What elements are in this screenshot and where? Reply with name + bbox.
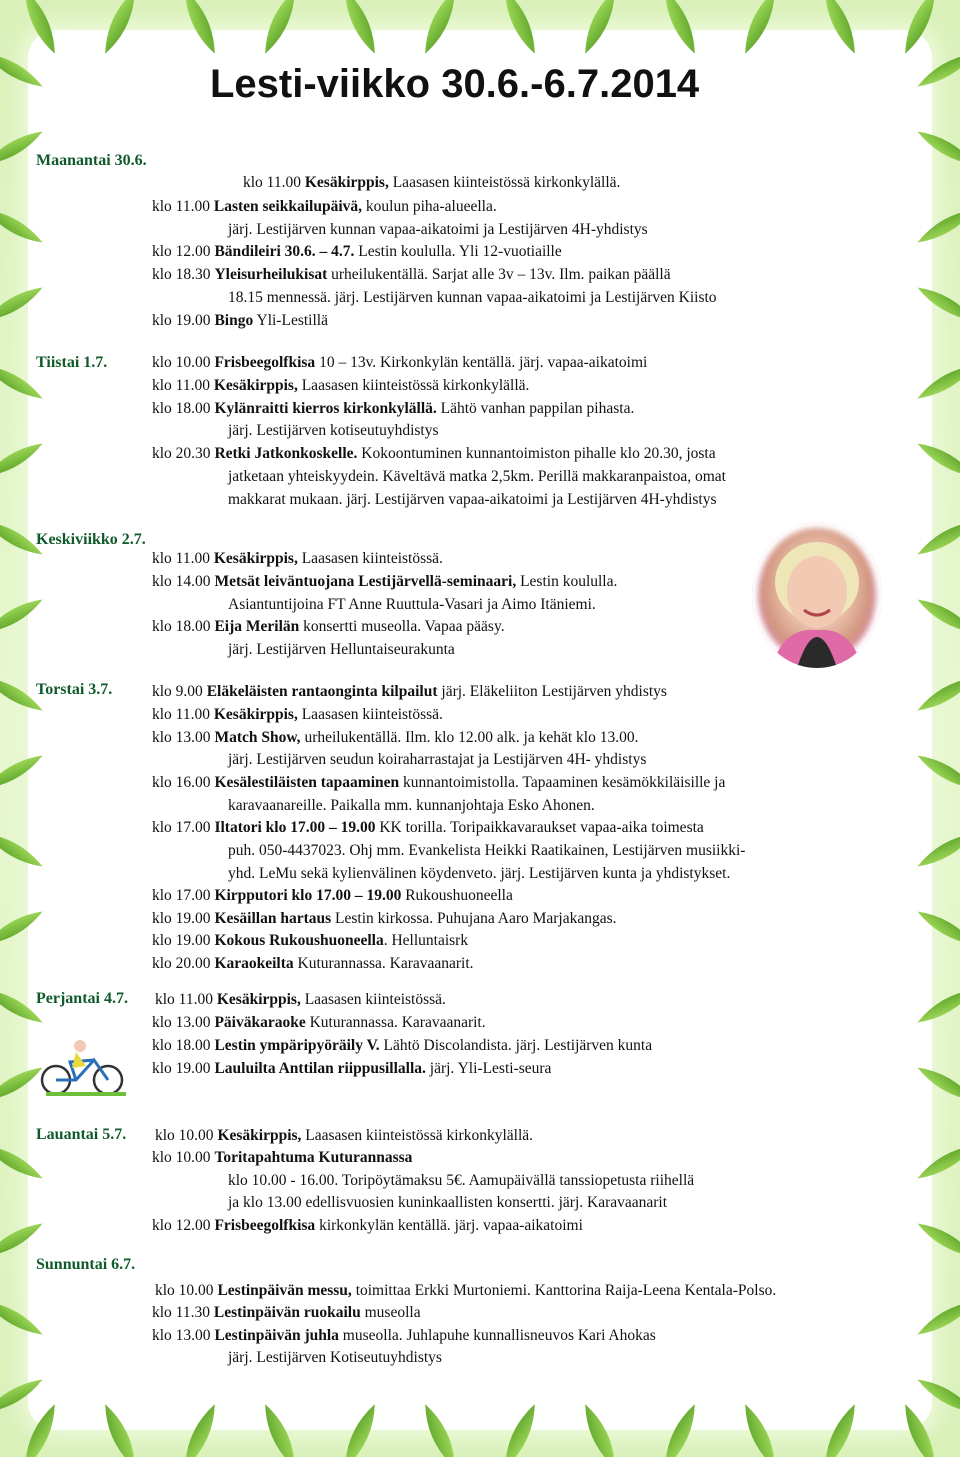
event-details: kunnantoimistolla. Tapaaminen kesämökkiläisille ja (399, 774, 726, 791)
leaf-shape (578, 1401, 621, 1457)
event-line-fri-4 (152, 1059, 551, 1079)
event-text: klo 9.00 (152, 683, 207, 700)
event-line-tue-4 (228, 421, 439, 441)
event-text: klo 20.30 (152, 445, 215, 462)
leaf-shape (178, 1401, 221, 1457)
leaf-shape (98, 1401, 141, 1457)
event-name: Lasten seikkailupäivä, (213, 198, 363, 215)
event-details: KK torilla. Toripaikkavaraukset vapaa-aika toimesta (375, 819, 704, 836)
leaf-shape (0, 438, 46, 482)
event-text: klo 13.00 (152, 729, 215, 746)
event-details: Yli-Lestillä (253, 312, 328, 329)
event-text: 18.15 mennessä. järj. Lestijärven kunnan vapaa-aikatoimi ja Lestijärven Kiisto (228, 289, 717, 306)
event-details: Rukoushuoneella (401, 887, 513, 904)
event-details: urheilukentällä. Sarjat alle 3v – 13v. Ilm. paikan päällä (327, 266, 671, 283)
leaf-shape (914, 126, 960, 170)
event-line-fri-2 (152, 1013, 486, 1033)
leaf-shape (914, 360, 960, 404)
event-line-tue-3 (152, 399, 634, 419)
event-text: klo 10.00 - 16.00. Toripöytämaksu 5€. Aamupäivällä tanssiopetusta riihellä (228, 1172, 695, 1189)
event-text: klo 12.00 (152, 1217, 215, 1234)
event-name: Frisbeegolfkisa (214, 354, 316, 371)
event-name: Yleisurheilukisat (214, 266, 328, 283)
event-line-fri-1 (155, 990, 446, 1010)
event-text: klo 11.00 (152, 706, 214, 723)
leaf-shape (914, 1140, 960, 1184)
event-name: Päiväkaraoke (214, 1014, 306, 1031)
event-line-sat-3 (228, 1171, 694, 1191)
event-text: klo 10.00 (155, 1282, 218, 1299)
event-line-mon-6 (228, 288, 717, 308)
event-name: Kokous Rukoushuoneella (214, 932, 384, 949)
event-line-sat-1 (155, 1126, 533, 1146)
event-details: Laasasen kiinteistössä kirkonkylällä. (388, 174, 621, 191)
event-name: Metsät leiväntuojana Lestijärvellä-seminaari, (214, 573, 517, 590)
event-line-thu-5 (152, 773, 725, 793)
leaf-shape (818, 0, 861, 57)
event-text: klo 20.00 (152, 955, 215, 972)
event-details: museolla (360, 1304, 421, 1321)
event-details: toimittaa Erkki Murtoniemi. Kanttorina Raija-Leena Kentala-Polso. (351, 1282, 777, 1299)
leaf-shape (18, 0, 61, 57)
leaf-shape (914, 672, 960, 716)
leaf-shape (0, 906, 46, 950)
event-line-wed-1 (152, 549, 443, 569)
event-text: järj. Lestijärven Kotiseutuyhdistys (228, 1349, 442, 1366)
event-name: Kesäkirppis, (304, 174, 389, 191)
event-text: klo 10.00 (152, 1149, 215, 1166)
event-line-mon-2 (152, 197, 497, 217)
event-line-wed-2 (152, 572, 617, 592)
leaf-shape (914, 282, 960, 326)
event-line-thu-12 (152, 931, 468, 951)
event-details: Laasasen kiinteistössä. (300, 991, 446, 1008)
leaf-shape (338, 1401, 381, 1457)
event-line-sat-2 (152, 1148, 412, 1168)
event-details: Lestin kirkossa. Puhujana Aaro Marjakangas. (331, 910, 617, 927)
event-text: ja klo 13.00 edellisvuosien kuninkaallisten konsertti. järj. Karavaanarit (228, 1194, 668, 1211)
leaf-shape (0, 594, 46, 638)
event-line-tue-6 (228, 467, 726, 487)
day-label-wednesday: Keskiviikko 2.7. (36, 531, 146, 548)
event-text: klo 13.00 (152, 1014, 215, 1031)
event-name: Kesälestiläisten tapaaminen (214, 774, 400, 791)
event-line-thu-13 (152, 954, 474, 974)
event-text: järj. Lestijärven kunnan vapaa-aikatoimi ja Lestijärven 4H-yhdistys (228, 221, 648, 238)
event-text: järj. Lestijärven kotiseutuyhdistys (228, 422, 439, 439)
leaf-shape (914, 1062, 960, 1106)
event-line-thu-10 (152, 886, 513, 906)
event-text: makkarat mukaan. järj. Lestijärven vapaa-aikatoimi ja Lestijärven 4H-yhdistys (228, 491, 717, 508)
event-name: Match Show, (214, 729, 301, 746)
leaf-shape (914, 750, 960, 794)
event-name: Frisbeegolfkisa (214, 1217, 316, 1234)
event-name: Kylänraitti kierros kirkonkylällä. (214, 400, 437, 417)
event-text: puh. 050-4437023. Ohj mm. Evankelista Heikki Raatikainen, Lestijärven musiikki- (228, 842, 746, 859)
event-name: Karaokeilta (214, 955, 294, 972)
event-details: Lähtö Discolandista. järj. Lestijärven kunta (379, 1037, 653, 1054)
leaf-shape (898, 1401, 941, 1457)
leaf-shape (658, 0, 701, 57)
leaf-shape (18, 1401, 61, 1457)
event-text: klo 11.00 (152, 550, 214, 567)
event-text: järj. Lestijärven seudun koiraharrastajat ja Lestijärven 4H- yhdistys (228, 751, 647, 768)
event-line-tue-1 (152, 353, 647, 373)
leaf-shape (418, 1401, 461, 1457)
leaf-shape (738, 0, 781, 57)
event-line-tue-2 (152, 376, 529, 396)
event-text: klo 10.00 (152, 354, 215, 371)
event-text: klo 11.00 (152, 198, 214, 215)
event-details: Laasasen kiinteistössä kirkonkylällä. (297, 377, 530, 394)
event-details: urheilukentällä. Ilm. klo 12.00 alk. ja kehät klo 13.00. (300, 729, 639, 746)
day-label-saturday: Lauantai 5.7. (36, 1126, 127, 1143)
leaf-shape (498, 0, 541, 57)
event-text: jatketaan yhteiskyydein. Käveltävä matka 2,5km. Perillä makkaranpaistoa, omat (228, 468, 726, 485)
event-name: Lauluilta Anttilan riippusillalla. (214, 1060, 426, 1077)
leaf-shape (0, 204, 46, 248)
event-line-thu-2 (152, 705, 443, 725)
event-text: klo 18.00 (152, 1037, 215, 1054)
page-title: Lesti-viikko 30.6.-6.7.2014 (210, 62, 700, 106)
leaf-shape (914, 48, 960, 92)
event-text: klo 17.00 (152, 819, 215, 836)
event-details: . Helluntaisrk (383, 932, 469, 949)
event-name: Lestinpäivän ruokailu (213, 1304, 361, 1321)
event-name: Retki Jatkonkoskelle. (214, 445, 358, 462)
event-text: klo 17.00 (152, 887, 215, 904)
event-line-thu-4 (228, 750, 646, 770)
day-label-monday: Maanantai 30.6. (36, 152, 147, 169)
event-name: Lestinpäivän juhla (214, 1327, 339, 1344)
event-line-fri-3 (152, 1036, 652, 1056)
event-details: museolla. Juhlapuhe kunnallisneuvos Kari Ahokas (338, 1327, 656, 1344)
day-label-thursday: Torstai 3.7. (36, 681, 113, 698)
leaf-shape (0, 750, 46, 794)
leaf-shape (818, 1401, 861, 1457)
event-line-tue-5 (152, 444, 716, 464)
event-text: klo 12.00 (152, 243, 215, 260)
day-label-sunday: Sunnuntai 6.7. (36, 1256, 136, 1273)
event-name: Lestin ympäripyöräily V. (214, 1037, 380, 1054)
cyclist-icon (36, 1036, 132, 1098)
leaf-shape (658, 1401, 701, 1457)
event-details: järj. Yli-Lesti-seura (425, 1060, 552, 1077)
leaf-shape (498, 1401, 541, 1457)
leaf-shape (914, 594, 960, 638)
leaf-shape (418, 0, 461, 57)
event-text: klo 19.00 (152, 910, 215, 927)
event-name: Kesäkirppis, (213, 550, 298, 567)
leaf-shape (0, 1296, 46, 1340)
event-line-mon-4 (152, 242, 562, 262)
event-name: Kesäkirppis, (216, 991, 301, 1008)
event-line-mon-3 (228, 220, 648, 240)
event-details: Laasasen kiinteistössä. (297, 706, 443, 723)
event-name: Kesäkirppis, (217, 1127, 302, 1144)
event-text: klo 19.00 (152, 932, 215, 949)
event-line-tue-7 (228, 490, 717, 510)
event-text: klo 11.00 (155, 991, 217, 1008)
leaf-shape (914, 1296, 960, 1340)
event-name: Bingo (214, 312, 254, 329)
event-line-sun-4 (228, 1348, 442, 1368)
event-name: Eija Merilän (214, 618, 300, 635)
event-details: Kokoontuminen kunnantoimiston pihalle klo 20.30, josta (357, 445, 716, 462)
leaf-shape (338, 0, 381, 57)
event-name: Kesäillan hartaus (214, 910, 332, 927)
event-line-thu-9 (228, 864, 730, 884)
leaf-shape (0, 1374, 46, 1418)
leaf-shape (914, 1374, 960, 1418)
event-details: konsertti museolla. Vapaa pääsy. (299, 618, 505, 635)
leaf-shape (914, 906, 960, 950)
event-text: klo 11.00 (152, 377, 214, 394)
event-details: Laasasen kiinteistössä. (297, 550, 443, 567)
leaf-shape (98, 0, 141, 57)
event-details: koulun piha-alueella. (362, 198, 497, 215)
event-details: järj. Eläkeliiton Lestijärven yhdistys (437, 683, 667, 700)
leaf-shape (914, 204, 960, 248)
event-name: Iltatori klo 17.00 – 19.00 (214, 819, 376, 836)
event-details: Lestin koululla. Yli 12-vuotiaille (354, 243, 562, 260)
event-text: yhd. LeMu sekä kylienvälinen köydenveto. järj. Lestijärven kunta ja yhdistykset. (228, 865, 731, 882)
event-text: klo 10.00 (155, 1127, 218, 1144)
event-text: klo 16.00 (152, 774, 215, 791)
leaf-shape (914, 438, 960, 482)
leaf-shape (258, 1401, 301, 1457)
event-line-mon-1 (243, 173, 620, 193)
event-line-wed-4 (152, 617, 505, 637)
event-details: Laasasen kiinteistössä kirkonkylällä. (301, 1127, 534, 1144)
event-text: karavaanareille. Paikalla mm. kunnanjohtaja Esko Ahonen. (228, 797, 595, 814)
event-text: klo 11.30 (152, 1304, 214, 1321)
leaf-shape (898, 0, 941, 57)
leaf-shape (258, 0, 301, 57)
leaf-shape (0, 48, 46, 92)
event-name: Bändileiri 30.6. – 4.7. (214, 243, 355, 260)
event-details: Kuturannassa. Karavaanarit. (305, 1014, 486, 1031)
leaf-shape (578, 0, 621, 57)
event-line-sat-4 (228, 1193, 667, 1213)
day-label-tuesday: Tiistai 1.7. (36, 354, 108, 371)
event-text: Asiantuntijoina FT Anne Ruuttula-Vasari ja Aimo Itäniemi. (228, 596, 596, 613)
event-text: klo 18.00 (152, 618, 215, 635)
event-text: klo 14.00 (152, 573, 215, 590)
leaf-shape (914, 828, 960, 872)
event-details: Kuturannassa. Karavaanarit. (293, 955, 474, 972)
event-name: Kesäkirppis, (213, 706, 298, 723)
event-line-thu-7 (152, 818, 704, 838)
leaf-shape (914, 984, 960, 1028)
event-text: klo 18.00 (152, 400, 215, 417)
leaf-shape (914, 516, 960, 560)
event-name: Lestinpäivän messu, (217, 1282, 352, 1299)
event-details: 10 – 13v. Kirkonkylän kentällä. järj. vapaa-aikatoimi (315, 354, 648, 371)
leaf-shape (178, 0, 221, 57)
event-line-thu-8 (228, 841, 745, 861)
event-line-thu-3 (152, 728, 638, 748)
event-name: Kesäkirppis, (213, 377, 298, 394)
event-line-thu-11 (152, 909, 617, 929)
event-details: Lähtö vanhan pappilan pihasta. (436, 400, 635, 417)
leaf-shape (914, 1218, 960, 1262)
day-label-friday: Perjantai 4.7. (36, 990, 128, 1007)
event-line-thu-1 (152, 682, 667, 702)
event-line-sun-2 (152, 1303, 421, 1323)
leaf-shape (738, 1401, 781, 1457)
event-line-sun-3 (152, 1326, 656, 1346)
event-name: Eläkeläisten rantaonginta kilpailut (206, 683, 438, 700)
leaf-shape (0, 1140, 46, 1184)
speaker-photo (752, 522, 882, 668)
event-name: Kirpputori klo 17.00 – 19.00 (214, 887, 402, 904)
event-text: klo 11.00 (243, 174, 305, 191)
event-text: klo 13.00 (152, 1327, 215, 1344)
event-line-sun-1 (155, 1281, 776, 1301)
event-text: järj. Lestijärven Helluntaiseurakunta (228, 641, 455, 658)
event-line-wed-5 (228, 640, 455, 660)
leaf-shape (0, 828, 46, 872)
event-line-sat-5 (152, 1216, 583, 1236)
event-line-wed-3 (228, 595, 596, 615)
event-line-mon-5 (152, 265, 671, 285)
event-text: klo 19.00 (152, 1060, 215, 1077)
event-line-mon-7 (152, 311, 328, 331)
event-details: kirkonkylän kentällä. järj. vapaa-aikatoimi (315, 1217, 583, 1234)
leaf-shape (0, 282, 46, 326)
event-line-thu-6 (228, 796, 595, 816)
event-name: Toritapahtuma Kuturannassa (214, 1149, 413, 1166)
event-details: Lestin koululla. (516, 573, 618, 590)
event-text: klo 18.30 (152, 266, 215, 283)
event-text: klo 19.00 (152, 312, 215, 329)
